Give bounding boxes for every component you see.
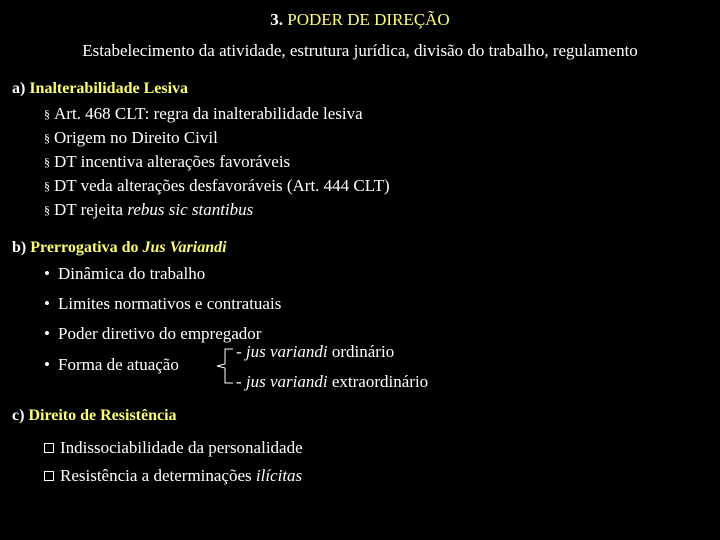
- section-bullet-icon: §: [44, 179, 50, 193]
- section-bullet-icon: §: [44, 203, 50, 217]
- section-bullet-icon: §: [44, 131, 50, 145]
- item-italic-text: rebus sic stantibus: [127, 200, 254, 219]
- slide-subtitle: Estabelecimento da atividade, estrutura jurídica, divisão do trabalho, regulamento: [82, 41, 638, 60]
- section-b-name-italic: Jus Variandi: [142, 239, 227, 256]
- jus-variandi-ordinario: [236, 342, 394, 362]
- item-text: Art. 468 CLT: regra da inalterabilidade lesiva: [54, 104, 363, 123]
- item-text: DT incentiva alterações favoráveis: [54, 152, 291, 171]
- item-italic-text: ilícitas: [255, 466, 303, 485]
- bullet-icon: •: [44, 264, 50, 283]
- section-c-item-2: [44, 466, 302, 486]
- section-c-item-1: [44, 438, 303, 458]
- item-text: DT veda alterações desfavoráveis (Art. 444 CLT): [54, 176, 390, 195]
- section-b-item-2: [44, 294, 281, 314]
- jus-variandi-extraordinario: [236, 372, 428, 392]
- item-text: Dinâmica do trabalho: [58, 264, 206, 283]
- branch-text: extraordinário: [327, 372, 429, 391]
- section-a-item-3: [44, 152, 290, 172]
- item-text: Poder diretivo do empregador: [58, 324, 262, 343]
- title-text: PODER DE DIREÇÃO: [287, 10, 450, 29]
- item-text: DT rejeita: [54, 200, 128, 219]
- section-bullet-icon: §: [44, 155, 50, 169]
- branch-dash: -: [236, 342, 246, 361]
- section-b-item-3: [44, 324, 261, 344]
- bullet-icon: •: [44, 294, 50, 313]
- section-a-name: Inalterabilidade Lesiva: [29, 80, 189, 97]
- branch-italic-text: jus variandi: [245, 372, 328, 391]
- section-b-item-4: [44, 355, 179, 375]
- title-number: 3.: [270, 10, 284, 29]
- section-a-item-1: [44, 104, 363, 124]
- section-a-letter: a): [12, 80, 26, 97]
- section-b-name-text: Prerrogativa do: [30, 239, 143, 256]
- branch-italic-text: jus variandi: [245, 342, 328, 361]
- checkbox-bullet-icon: [44, 443, 54, 453]
- section-bullet-icon: §: [44, 107, 50, 121]
- bullet-icon: •: [44, 355, 50, 374]
- section-b-heading: [12, 239, 227, 257]
- branch-text: ordinário: [327, 342, 395, 361]
- brace-icon: [215, 348, 235, 384]
- section-b-letter: b): [12, 239, 27, 256]
- item-text: Forma de atuação: [58, 355, 179, 374]
- branch-dash: -: [236, 372, 246, 391]
- bullet-icon: •: [44, 324, 50, 343]
- slide-title: [0, 10, 720, 30]
- section-b-item-1: [44, 264, 205, 284]
- section-a-heading: [12, 80, 188, 98]
- item-text: Indissociabilidade da personalidade: [60, 438, 303, 457]
- section-a-item-2: [44, 128, 218, 148]
- item-text: Limites normativos e contratuais: [58, 294, 282, 313]
- item-text: Resistência a determinações: [60, 466, 256, 485]
- item-text: Origem no Direito Civil: [54, 128, 218, 147]
- section-a-item-5: [44, 200, 253, 220]
- section-c-name: Direito de Resistência: [28, 407, 177, 424]
- section-a-item-4: [44, 176, 390, 196]
- section-c-heading: [12, 407, 177, 425]
- section-c-letter: c): [12, 407, 25, 424]
- section-b-name: [30, 239, 226, 256]
- checkbox-bullet-icon: [44, 471, 54, 481]
